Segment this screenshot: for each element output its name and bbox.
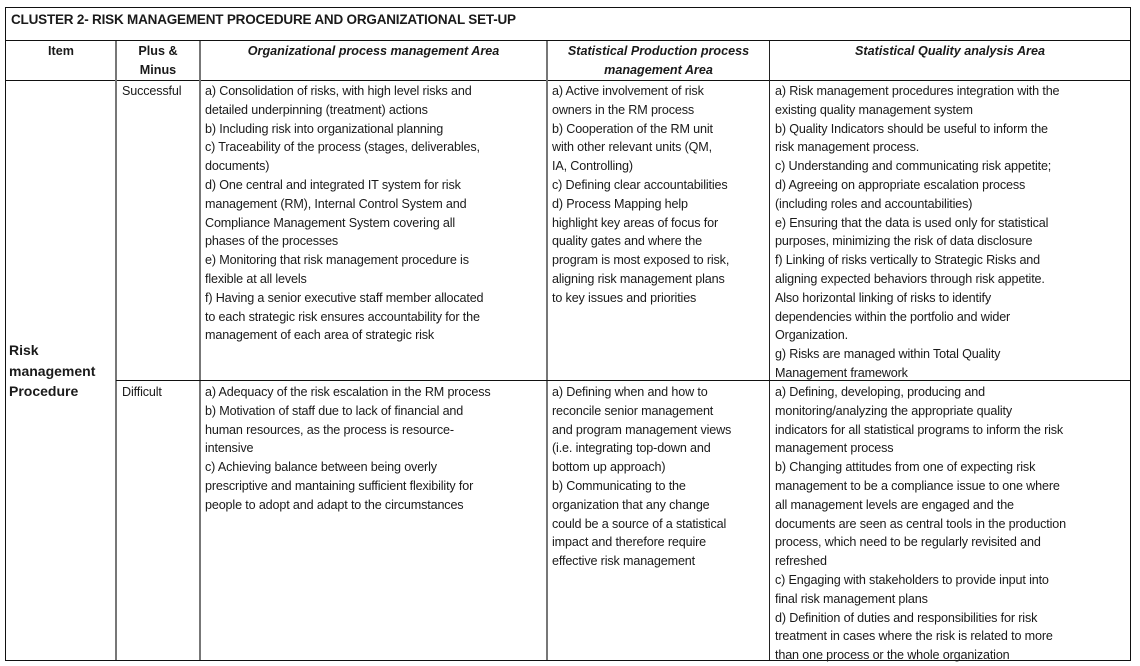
difficult-stat-cell — [548, 382, 770, 571]
cell-text-line: impact and therefore require — [552, 535, 707, 550]
cell-text-line: risk management process. — [775, 140, 920, 155]
cell-text-line: purposes, minimizing the risk of data disclosure — [775, 234, 1033, 249]
cell-text-line: quality gates and where the — [552, 234, 702, 249]
cell-text-line: b) Communicating to the — [552, 478, 686, 493]
header-item: Item — [6, 41, 116, 81]
cell-text-line: a) Consolidation of risks, with high level risks and — [205, 84, 472, 98]
cell-text-line: to each strategic risk ensures accountability for the — [205, 309, 480, 324]
row-label-difficult: Difficult — [122, 385, 162, 399]
successful-org-cell — [201, 81, 547, 345]
cell-text-line: with other relevant units (QM, — [552, 140, 712, 155]
cell-text-line: documents) — [205, 159, 270, 174]
cell-text-line: treatment in cases where the risk is related to more — [775, 629, 1053, 644]
cell-text-line: detailed underpinning (treatment) actions — [205, 102, 428, 117]
cell-text-line: b) Including risk into organizational planning — [205, 121, 444, 136]
cell-text-line: d) Definition of duties and responsibilities for risk — [775, 610, 1038, 625]
cell-text-line: c) Achieving balance between being overly — [205, 460, 437, 475]
cell-text-line: people to adopt and adapt to the circumstances — [205, 497, 464, 512]
cell-text-line: f) Linking of risks vertically to Strategic Risks and — [775, 253, 1041, 268]
item-label-line: Risk — [9, 342, 39, 358]
cell-text-line: reconcile senior management — [552, 403, 714, 418]
cell-text-line: Also horizontal linking of risks to identify — [775, 290, 991, 305]
cell-text-line: c) Engaging with stakeholders to provide input into — [775, 572, 1049, 587]
cell-text-line: effective risk management — [552, 554, 696, 569]
header-quality-area: Statistical Quality analysis Area — [770, 41, 1130, 81]
item-label-line: Procedure — [9, 383, 79, 399]
cell-text-line: final risk management plans — [775, 591, 928, 606]
successful-stat-cell — [548, 81, 770, 308]
item-risk-management-procedure — [6, 340, 116, 402]
cell-text-line: human resources, as the process is resource- — [205, 422, 454, 437]
cell-text-line: flexible at all levels — [205, 271, 307, 286]
difficult-quality-cell — [771, 382, 1130, 665]
cell-text-line: d) Agreeing on appropriate escalation process — [775, 177, 1026, 192]
cell-text-line: highlight key areas of focus for — [552, 215, 719, 230]
cell-text-line: a) Risk management procedures integration with the — [775, 84, 1060, 98]
cell-text-line: management of each area of strategic risk — [205, 328, 435, 343]
header-plus-minus-line: Plus & — [138, 44, 178, 58]
cell-text-line: a) Defining, developing, producing and — [775, 385, 985, 399]
cell-text-line: aligning expected behaviors through risk appetite. — [775, 271, 1045, 286]
header-stat-line: Statistical Production process — [567, 44, 750, 58]
cell-text-line: owners in the RM process — [552, 102, 694, 117]
header-org-area: Organizational process management Area — [200, 41, 547, 81]
cell-text-line: all management levels are engaged and the — [775, 497, 1014, 512]
cell-text-line: c) Traceability of the process (stages, deliverables, — [205, 140, 480, 155]
cell-text-line: program is most exposed to risk, — [552, 253, 730, 268]
cell-text-line: IA, Controlling) — [552, 159, 633, 174]
row-label-successful: Successful — [122, 84, 182, 98]
cell-text-line: b) Cooperation of the RM unit — [552, 121, 713, 136]
cell-text-line: a) Active involvement of risk — [552, 84, 704, 98]
risk-management-table — [5, 7, 1131, 661]
cell-text-line: to key issues and priorities — [552, 290, 697, 305]
cell-text-line: indicators for all statistical programs to inform the risk — [775, 422, 1064, 437]
cell-text-line: b) Quality Indicators should be useful to inform the — [775, 121, 1048, 136]
cell-text-line: b) Motivation of staff due to lack of financial and — [205, 403, 464, 418]
cell-text-line: Compliance Management System covering all — [205, 215, 456, 230]
cell-text-line: refreshed — [775, 554, 827, 569]
cell-text-line: management (RM), Internal Control System and — [205, 196, 467, 211]
cell-text-line: e) Monitoring that risk management procedure is — [205, 253, 469, 268]
item-label-line: management — [9, 362, 96, 379]
cell-text-line: monitoring/analyzing the appropriate quality — [775, 403, 1013, 418]
cell-text-line: than one process or the whole organization — [775, 648, 1010, 663]
cell-text-line: bottom up approach) — [552, 460, 666, 475]
cell-text-line: aligning risk management plans — [552, 271, 725, 286]
cell-text-line: c) Understanding and communicating risk appetite; — [775, 159, 1052, 174]
header-stat-line: management Area — [604, 62, 713, 77]
cell-text-line: prescriptive and mantaining sufficient flexibility for — [205, 478, 474, 493]
cell-text-line: b) Changing attitudes from one of expecting risk — [775, 460, 1036, 475]
cell-text-line: management to be a compliance issue to one where — [775, 478, 1060, 493]
cell-text-line: and program management views — [552, 422, 732, 437]
header-plus-minus-line: Minus — [139, 62, 177, 77]
cell-text-line: Management framework — [775, 365, 908, 380]
cell-text-line: management process — [775, 441, 894, 456]
difficult-org-cell — [201, 382, 547, 515]
cell-text-line: f) Having a senior executive staff member allocated — [205, 290, 484, 305]
header-plus-minus — [116, 41, 200, 81]
successful-quality-cell — [771, 81, 1130, 383]
cell-text-line: documents are seen as central tools in the production — [775, 516, 1066, 531]
cell-text-line: phases of the processes — [205, 234, 339, 249]
cell-text-line: a) Defining when and how to — [552, 385, 708, 399]
cell-text-line: intensive — [205, 441, 254, 456]
cell-text-line: a) Adequacy of the risk escalation in the RM process — [205, 385, 491, 399]
cell-text-line: (i.e. integrating top-down and — [552, 441, 711, 456]
cell-text-line: could be a source of a statistical — [552, 516, 727, 531]
cell-text-line: g) Risks are managed within Total Quality — [775, 347, 1001, 362]
cell-text-line: d) One central and integrated IT system for risk — [205, 177, 461, 192]
cell-text-line: e) Ensuring that the data is used only for statistical — [775, 215, 1049, 230]
cell-text-line: organization that any change — [552, 497, 710, 512]
cell-text-line: process, which need to be regularly revisited and — [775, 535, 1041, 550]
table-title: CLUSTER 2- RISK MANAGEMENT PROCEDURE AND ORGANIZATIONAL SET-UP — [6, 8, 1130, 41]
cell-text-line: existing quality management system — [775, 102, 973, 117]
header-stat-area — [547, 41, 770, 81]
cell-text-line: (including roles and accountabilities) — [775, 196, 973, 211]
cell-text-line: c) Defining clear accountabilities — [552, 177, 728, 192]
cell-text-line: dependencies within the portfolio and wider — [775, 309, 1011, 324]
cell-text-line: d) Process Mapping help — [552, 196, 688, 211]
cell-text-line: Organization. — [775, 328, 848, 343]
